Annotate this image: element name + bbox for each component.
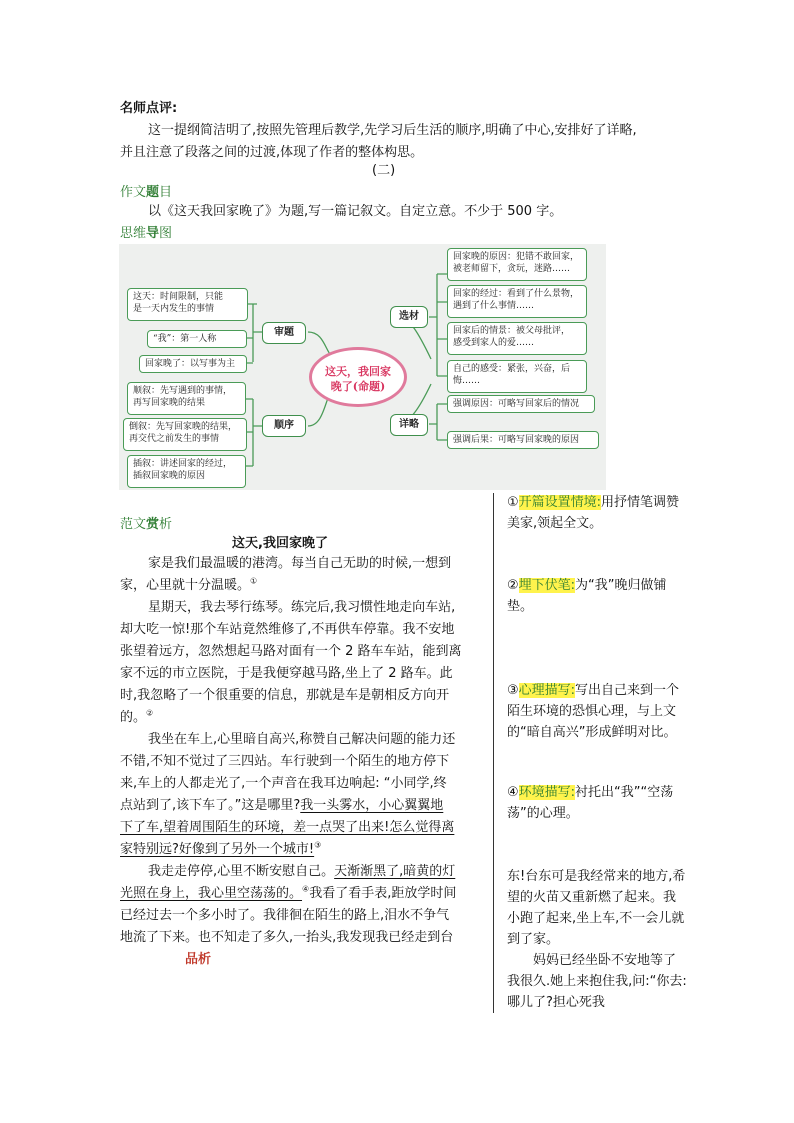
essay-continuation: 东!台东可是我经常来的地方,希望的火苗又重新燃了起来。我小跑了起来,坐上车,不一会儿就到了家。 妈妈已经坐卧不安地等了我很久.她上来抱住我,问:“你去:哪儿了?担心死我 — [507, 869, 687, 1010]
section-number: (二) — [372, 163, 396, 178]
prompt-label: 作文题目 — [120, 185, 173, 200]
xuancai-item: 回家的经过：看到了什么景物， 遇到了什么事情…… — [447, 285, 587, 318]
node-xuancai: 选材 — [390, 306, 428, 328]
shunxu-item: 顺叙：先写遇到的事情， 再写回家晚的结果 — [127, 382, 246, 415]
annotation-4: ④环境描写:衬托出“我”“空荡荡”的心理。 — [507, 785, 674, 821]
shenti-item: “我”：第一人称 — [147, 330, 247, 348]
xuancai-item: 回家晚的原因：犯错不敢回家， 被老师留下，贪玩，迷路…… — [447, 248, 587, 281]
mind-map-center-topic: 这天，我回家 晚了(命题) — [309, 347, 407, 407]
pinxi-label: 品析 — [185, 952, 212, 967]
node-shunxu: 顺序 — [262, 415, 306, 437]
essay-body: 家是我们最温暖的港湾。每当自己无助的时候,一想到 家，心里就十分温暖。① 星期天，我去琴行练琴。练完后,我习惯性地走向车站, 却大吃一惊!那个车站竟然维修了,不再供车停靠。我不安地 张望着远方，忽然想起马路对面有一个 2 路车车站，能到离 家不远的市立医院，于是我便穿越马路,坐上了 2 路车。此 时,我忽略了一个很重要的信息，那就是车是朝相反方向开 的。② 我坐在车上,心里暗自高兴,称赞自己解决问题的能力还 不错,不知不觉过了三四站。车行驶到一个陌生的地方停下 来,车上的人都走光了,一个声音在我耳边响起: “小同学,终 点站到了,该下车了。”这是哪里?我一头雾水，小心翼翼地 下了车,望着周围陌生的环境，差一点哭了出来!怎么觉得离 家特别远?好像到了另外一个城市!③ 我走走停停,心里不断安慰自己。天渐渐黑了,暗黄的灯 光照在身上，我心里空荡荡的。④我看了看手表,距放学时间 已经过去一个多小时了。我徘徊在陌生的路上,泪水不争气 地流了下来。也不知走了多久,一抬头,我发现我已经走到台 — [120, 556, 462, 945]
node-shenti: 审题 — [262, 322, 306, 344]
review-heading: 名师点评: — [120, 101, 178, 116]
annotation-2: ②埋下伏笔:为“我”晚归做铺垫。 — [507, 578, 667, 614]
shunxu-item: 倒叙：先写回家晚的结果， 再交代之前发生的事情 — [123, 418, 247, 451]
essay-title: 这天,我回家晚了 — [232, 536, 328, 551]
model-essay-label: 范文赏析 — [120, 517, 173, 532]
review-paragraph-line2: 并且注意了段落之间的过渡,体现了作者的整体构思。 — [120, 145, 424, 160]
node-xianglue: 详略 — [390, 414, 428, 436]
xuancai-item: 自己的感受：紧张，兴奋，后 悔…… — [447, 360, 587, 393]
annotation-3: ③心理描写:写出自己来到一个陌生环境的恐惧心理，与上文的“暗自高兴”形成鲜明对比。 — [507, 683, 680, 740]
xianglue-item: 强调原因：可略写回家后的情况 — [447, 395, 595, 413]
shunxu-item: 插叙：讲述回家的经过， 插叙回家晚的原因 — [127, 455, 246, 488]
xuancai-item: 回家后的情景：被父母批评， 感受到家人的爱…… — [447, 322, 587, 355]
column-divider — [493, 493, 494, 1013]
prompt-text: 以《这天我回家晚了》为题,写一篇记叙文。自定立意。不少于 500 字。 — [148, 204, 563, 219]
mind-map — [119, 244, 606, 490]
annotation-1: ①开篇设置情境:用抒情笔调赞美家,领起全文。 — [507, 495, 680, 531]
review-paragraph-line1: 这一提纲简洁明了,按照先管理后教学,先学习后生活的顺序,明确了中心,安排好了详略, — [148, 123, 637, 138]
mindmap-label: 思维导图 — [120, 226, 173, 241]
shenti-item: 这天：时间限制，只能 是一天内发生的事情 — [127, 288, 248, 321]
shenti-item: 回家晚了：以写事为主 — [139, 355, 247, 373]
xianglue-item: 强调后果：可略写回家晚的原因 — [447, 431, 599, 449]
